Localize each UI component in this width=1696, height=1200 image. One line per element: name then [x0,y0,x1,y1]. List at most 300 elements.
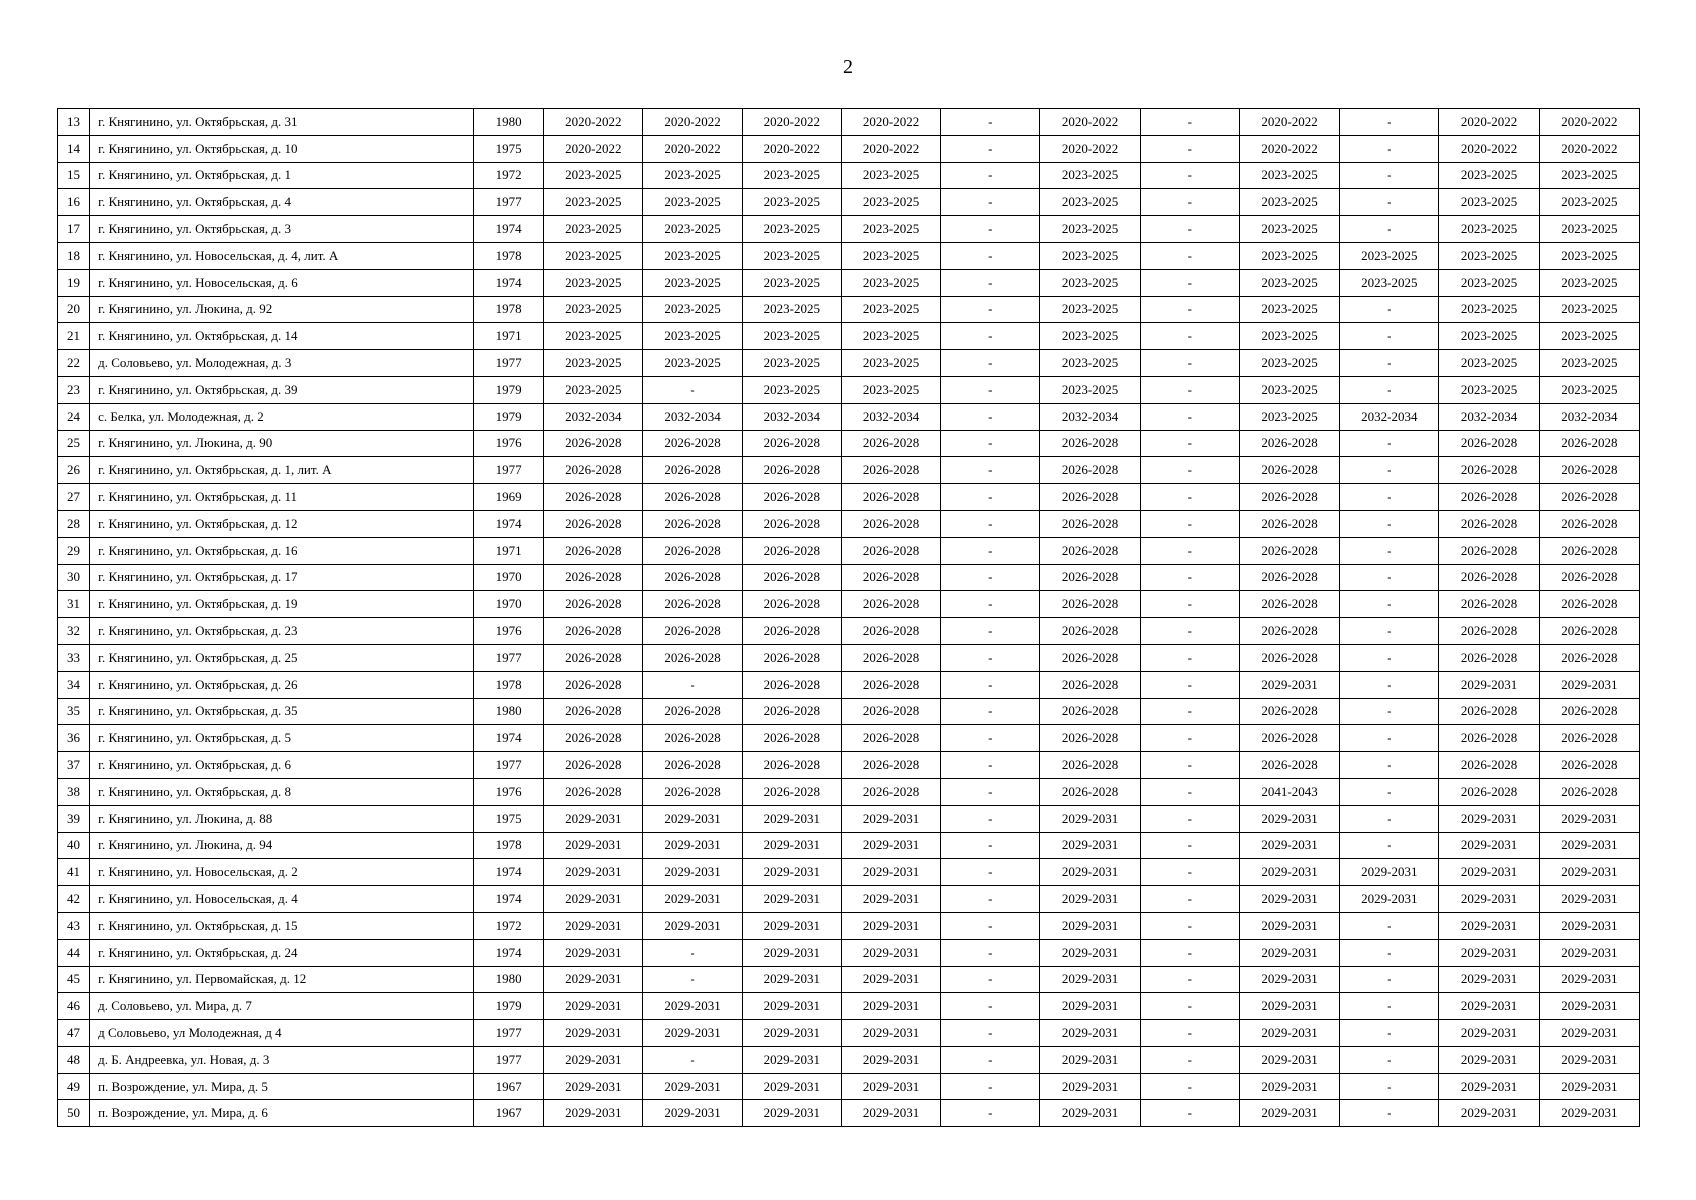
period-cell: 2029-2031 [1539,939,1639,966]
period-cell: - [941,1020,1040,1047]
period-cell: - [941,403,1040,430]
address-cell: г. Княгинино, ул. Октябрьская, д. 10 [90,135,474,162]
period-cell: - [1140,242,1239,269]
period-cell: - [941,457,1040,484]
table-row [58,591,1640,618]
period-cell: - [1340,591,1439,618]
row-number-cell: 34 [58,671,90,698]
period-cell: 2026-2028 [841,484,940,511]
address-cell: г. Княгинино, ул. Люкина, д. 88 [90,805,474,832]
period-cell: 2023-2025 [841,323,940,350]
period-cell: 2026-2028 [841,564,940,591]
period-cell: 2020-2022 [1439,135,1539,162]
period-cell: 2023-2025 [1239,296,1339,323]
period-cell: 2029-2031 [643,1020,742,1047]
period-cell: - [1340,296,1439,323]
period-cell: 2023-2025 [643,323,742,350]
period-cell: 2023-2025 [544,269,643,296]
period-cell: 2026-2028 [544,430,643,457]
period-cell: 2026-2028 [1239,752,1339,779]
table-row [58,403,1640,430]
table-row [58,430,1640,457]
year-cell: 1980 [474,966,544,993]
period-cell: 2026-2028 [643,778,742,805]
address-cell: г. Княгинино, ул. Октябрьская, д. 1 [90,162,474,189]
row-number-cell: 50 [58,1100,90,1127]
period-cell: - [1340,484,1439,511]
period-cell: 2026-2028 [1239,430,1339,457]
period-cell: 2029-2031 [742,1020,841,1047]
period-cell: 2023-2025 [742,350,841,377]
period-cell: 2026-2028 [742,510,841,537]
period-cell: 2029-2031 [1340,886,1439,913]
period-cell: 2029-2031 [544,1020,643,1047]
year-cell: 1978 [474,832,544,859]
table-row [58,484,1640,511]
period-cell: 2026-2028 [1239,510,1339,537]
period-cell: - [941,752,1040,779]
period-cell: - [941,1046,1040,1073]
period-cell: 2026-2028 [1539,591,1639,618]
period-cell: 2029-2031 [643,993,742,1020]
period-cell: - [941,296,1040,323]
year-cell: 1975 [474,135,544,162]
row-number-cell: 29 [58,537,90,564]
period-cell: 2029-2031 [841,1046,940,1073]
period-cell: 2026-2028 [742,591,841,618]
address-cell: г. Княгинино, ул. Октябрьская, д. 6 [90,752,474,779]
period-cell: 2026-2028 [1439,537,1539,564]
period-cell: 2023-2025 [1439,269,1539,296]
period-cell: 2029-2031 [1439,1020,1539,1047]
period-cell: 2026-2028 [841,778,940,805]
period-cell: 2029-2031 [1439,1073,1539,1100]
year-cell: 1980 [474,698,544,725]
period-cell: 2026-2028 [544,484,643,511]
period-cell: - [1340,832,1439,859]
period-cell: 2023-2025 [1439,189,1539,216]
period-cell: 2023-2025 [1040,162,1140,189]
address-cell: г. Княгинино, ул. Октябрьская, д. 15 [90,912,474,939]
period-cell: 2023-2025 [1040,376,1140,403]
row-number-cell: 15 [58,162,90,189]
period-cell: - [1140,993,1239,1020]
year-cell: 1970 [474,591,544,618]
period-cell: 2023-2025 [1239,403,1339,430]
year-cell: 1969 [474,484,544,511]
period-cell: 2023-2025 [1439,162,1539,189]
table-row [58,993,1640,1020]
period-cell: - [1140,966,1239,993]
period-cell: 2026-2028 [1439,510,1539,537]
period-cell: - [941,618,1040,645]
address-cell: г. Княгинино, ул. Октябрьская, д. 19 [90,591,474,618]
row-number-cell: 37 [58,752,90,779]
period-cell: 2029-2031 [841,1073,940,1100]
row-number-cell: 21 [58,323,90,350]
address-cell: г. Княгинино, ул. Октябрьская, д. 25 [90,644,474,671]
row-number-cell: 41 [58,859,90,886]
period-cell: 2023-2025 [841,269,940,296]
table-row [58,644,1640,671]
period-cell: 2041-2043 [1239,778,1339,805]
year-cell: 1974 [474,859,544,886]
period-cell: 2029-2031 [1239,859,1339,886]
period-cell: 2023-2025 [841,296,940,323]
year-cell: 1980 [474,109,544,136]
row-number-cell: 26 [58,457,90,484]
row-number-cell: 35 [58,698,90,725]
period-cell: - [1340,939,1439,966]
address-cell: г. Княгинино, ул. Новосельская, д. 4, лит. А [90,242,474,269]
period-cell: 2029-2031 [1040,1020,1140,1047]
year-cell: 1970 [474,564,544,591]
year-cell: 1977 [474,457,544,484]
period-cell: - [1140,162,1239,189]
period-cell: 2029-2031 [544,1100,643,1127]
period-cell: 2029-2031 [1439,993,1539,1020]
period-cell: 2026-2028 [742,457,841,484]
year-cell: 1978 [474,671,544,698]
address-cell: г. Княгинино, ул. Октябрьская, д. 26 [90,671,474,698]
year-cell: 1979 [474,376,544,403]
table-row [58,350,1640,377]
period-cell: 2023-2025 [1239,162,1339,189]
period-cell: 2026-2028 [1239,484,1339,511]
table-row [58,1073,1640,1100]
period-cell: - [1340,778,1439,805]
row-number-cell: 45 [58,966,90,993]
row-number-cell: 16 [58,189,90,216]
row-number-cell: 31 [58,591,90,618]
period-cell: - [1140,1046,1239,1073]
period-cell: 2026-2028 [1239,457,1339,484]
row-number-cell: 24 [58,403,90,430]
period-cell: 2029-2031 [1040,832,1140,859]
period-cell: 2029-2031 [1539,993,1639,1020]
period-cell: 2029-2031 [841,966,940,993]
period-cell: 2026-2028 [1040,564,1140,591]
period-cell: 2026-2028 [742,484,841,511]
period-cell: - [941,725,1040,752]
year-cell: 1976 [474,778,544,805]
period-cell: 2029-2031 [1539,886,1639,913]
period-cell: - [941,591,1040,618]
address-cell: г. Княгинино, ул. Октябрьская, д. 17 [90,564,474,591]
address-cell: г. Княгинино, ул. Октябрьская, д. 35 [90,698,474,725]
table-row [58,135,1640,162]
period-cell: 2026-2028 [742,644,841,671]
period-cell: - [1140,671,1239,698]
period-cell: 2029-2031 [841,993,940,1020]
period-cell: 2026-2028 [1439,778,1539,805]
period-cell: 2026-2028 [841,457,940,484]
period-cell: - [1340,162,1439,189]
period-cell: 2023-2025 [742,376,841,403]
period-cell: 2023-2025 [1040,269,1140,296]
period-cell: - [1140,537,1239,564]
period-cell: 2026-2028 [643,457,742,484]
period-cell: 2026-2028 [1040,457,1140,484]
period-cell: 2029-2031 [1040,912,1140,939]
period-cell: 2029-2031 [1539,805,1639,832]
period-cell: 2026-2028 [544,618,643,645]
address-cell: г. Княгинино, ул. Новосельская, д. 6 [90,269,474,296]
period-cell: 2029-2031 [841,886,940,913]
period-cell: 2023-2025 [1539,216,1639,243]
table-row [58,189,1640,216]
period-cell: 2029-2031 [643,912,742,939]
period-cell: 2023-2025 [544,296,643,323]
row-number-cell: 28 [58,510,90,537]
period-cell: 2020-2022 [643,109,742,136]
period-cell: 2023-2025 [742,296,841,323]
period-cell: 2026-2028 [1439,644,1539,671]
row-number-cell: 18 [58,242,90,269]
table-row [58,752,1640,779]
period-cell: 2029-2031 [742,832,841,859]
period-cell: 2020-2022 [841,109,940,136]
table-row [58,242,1640,269]
period-cell: 2020-2022 [1439,109,1539,136]
period-cell: 2023-2025 [1539,296,1639,323]
table-row [58,859,1640,886]
period-cell: - [941,162,1040,189]
period-cell: 2023-2025 [841,189,940,216]
table-row [58,269,1640,296]
period-cell: 2032-2034 [841,403,940,430]
period-cell: - [941,966,1040,993]
period-cell: - [1340,350,1439,377]
period-cell: - [941,350,1040,377]
table-row [58,216,1640,243]
period-cell: 2029-2031 [841,859,940,886]
period-cell: 2026-2028 [544,564,643,591]
period-cell: 2026-2028 [544,778,643,805]
period-cell: - [1340,109,1439,136]
period-cell: 2023-2025 [1539,162,1639,189]
period-cell: - [1340,135,1439,162]
period-cell: - [1340,1020,1439,1047]
period-cell: 2026-2028 [1239,564,1339,591]
period-cell: 2023-2025 [1040,242,1140,269]
year-cell: 1977 [474,1046,544,1073]
period-cell: - [1140,216,1239,243]
period-cell: - [941,484,1040,511]
table-row [58,832,1640,859]
address-cell: г. Княгинино, ул. Октябрьская, д. 24 [90,939,474,966]
table-row [58,778,1640,805]
period-cell: 2026-2028 [1439,457,1539,484]
row-number-cell: 40 [58,832,90,859]
year-cell: 1971 [474,323,544,350]
address-cell: г. Княгинино, ул. Октябрьская, д. 4 [90,189,474,216]
period-cell: - [1340,671,1439,698]
period-cell: - [643,1046,742,1073]
period-cell: 2026-2028 [1239,725,1339,752]
period-cell: 2029-2031 [742,912,841,939]
period-cell: - [1140,912,1239,939]
period-cell: 2026-2028 [1539,457,1639,484]
period-cell: - [1340,644,1439,671]
period-cell: 2029-2031 [742,1073,841,1100]
period-cell: - [1340,805,1439,832]
period-cell: 2026-2028 [1040,618,1140,645]
period-cell: - [643,376,742,403]
period-cell: 2023-2025 [1439,376,1539,403]
period-cell: - [941,993,1040,1020]
period-cell: 2029-2031 [1439,912,1539,939]
period-cell: 2023-2025 [1239,216,1339,243]
period-cell: 2029-2031 [1040,886,1140,913]
period-cell: 2020-2022 [1539,135,1639,162]
period-cell: 2023-2025 [742,269,841,296]
period-cell: 2026-2028 [1539,618,1639,645]
year-cell: 1979 [474,993,544,1020]
period-cell: 2023-2025 [1539,350,1639,377]
period-cell: 2026-2028 [742,778,841,805]
period-cell: 2023-2025 [1040,296,1140,323]
period-cell: 2026-2028 [643,537,742,564]
period-cell: - [941,778,1040,805]
year-cell: 1976 [474,430,544,457]
period-cell: 2032-2034 [1340,403,1439,430]
period-cell: 2029-2031 [742,966,841,993]
period-cell: 2029-2031 [1439,886,1539,913]
period-cell: 2026-2028 [544,457,643,484]
period-cell: 2026-2028 [544,510,643,537]
address-cell: д Соловьево, ул Молодежная, д 4 [90,1020,474,1047]
period-cell: 2029-2031 [1239,832,1339,859]
period-cell: 2029-2031 [544,1073,643,1100]
period-cell: - [1340,430,1439,457]
period-cell: 2023-2025 [643,216,742,243]
period-cell: 2023-2025 [841,242,940,269]
period-cell: 2023-2025 [742,216,841,243]
period-cell: 2029-2031 [1040,805,1140,832]
period-cell: 2023-2025 [841,162,940,189]
period-cell: 2029-2031 [1040,993,1140,1020]
period-cell: 2026-2028 [742,430,841,457]
period-cell: 2029-2031 [742,859,841,886]
period-cell: 2023-2025 [1239,242,1339,269]
row-number-cell: 49 [58,1073,90,1100]
period-cell: 2026-2028 [841,537,940,564]
address-cell: г. Княгинино, ул. Люкина, д. 92 [90,296,474,323]
period-cell: 2023-2025 [1439,216,1539,243]
period-cell: 2026-2028 [643,564,742,591]
period-cell: 2023-2025 [643,162,742,189]
table-row [58,323,1640,350]
period-cell: 2023-2025 [1040,216,1140,243]
period-cell: 2026-2028 [1040,430,1140,457]
period-cell: - [1140,457,1239,484]
table-row [58,698,1640,725]
row-number-cell: 33 [58,644,90,671]
period-cell: 2020-2022 [544,135,643,162]
year-cell: 1977 [474,752,544,779]
period-cell: 2029-2031 [1239,1020,1339,1047]
period-cell: - [1140,644,1239,671]
row-number-cell: 17 [58,216,90,243]
period-cell: 2029-2031 [841,939,940,966]
period-cell: 2026-2028 [1040,591,1140,618]
period-cell: 2023-2025 [1539,323,1639,350]
period-cell: 2026-2028 [742,725,841,752]
period-cell: 2029-2031 [1239,886,1339,913]
period-cell: 2026-2028 [643,618,742,645]
period-cell: 2026-2028 [1040,671,1140,698]
period-cell: 2029-2031 [1439,966,1539,993]
period-cell: 2023-2025 [742,162,841,189]
period-cell: - [1340,912,1439,939]
row-number-cell: 25 [58,430,90,457]
table-row [58,1100,1640,1127]
period-cell: 2029-2031 [742,1046,841,1073]
period-cell: - [941,1100,1040,1127]
address-cell: д. Соловьево, ул. Молодежная, д. 3 [90,350,474,377]
period-cell: 2026-2028 [742,618,841,645]
row-number-cell: 22 [58,350,90,377]
year-cell: 1976 [474,618,544,645]
address-cell: г. Княгинино, ул. Октябрьская, д. 8 [90,778,474,805]
period-cell: 2032-2034 [544,403,643,430]
period-cell: 2029-2031 [1439,1046,1539,1073]
period-cell: 2023-2025 [742,189,841,216]
period-cell: - [1140,1100,1239,1127]
address-cell: г. Княгинино, ул. Октябрьская, д. 31 [90,109,474,136]
period-cell: 2029-2031 [742,886,841,913]
year-cell: 1977 [474,350,544,377]
period-cell: 2026-2028 [544,537,643,564]
table-row [58,457,1640,484]
row-number-cell: 36 [58,725,90,752]
period-cell: 2026-2028 [1439,725,1539,752]
period-cell: 2026-2028 [1439,564,1539,591]
period-cell: 2023-2025 [643,269,742,296]
period-cell: 2026-2028 [544,698,643,725]
period-cell: 2026-2028 [643,698,742,725]
address-cell: г. Княгинино, ул. Октябрьская, д. 16 [90,537,474,564]
period-cell: 2026-2028 [1539,564,1639,591]
row-number-cell: 48 [58,1046,90,1073]
row-number-cell: 46 [58,993,90,1020]
period-cell: 2023-2025 [544,189,643,216]
period-cell: 2029-2031 [544,832,643,859]
table-row [58,376,1640,403]
period-cell: 2026-2028 [544,644,643,671]
year-cell: 1974 [474,725,544,752]
row-number-cell: 30 [58,564,90,591]
period-cell: - [1340,1100,1439,1127]
period-cell: 2029-2031 [544,859,643,886]
table-row [58,1046,1640,1073]
row-number-cell: 42 [58,886,90,913]
period-cell: - [941,912,1040,939]
period-cell: 2023-2025 [1539,189,1639,216]
row-number-cell: 47 [58,1020,90,1047]
period-cell: 2029-2031 [544,966,643,993]
row-number-cell: 27 [58,484,90,511]
period-cell: 2023-2025 [643,242,742,269]
period-cell: - [1140,350,1239,377]
period-cell: 2026-2028 [544,671,643,698]
period-cell: - [941,109,1040,136]
period-cell: 2029-2031 [1239,966,1339,993]
period-cell: 2029-2031 [1439,805,1539,832]
period-cell: 2026-2028 [1439,591,1539,618]
period-cell: 2029-2031 [1439,832,1539,859]
